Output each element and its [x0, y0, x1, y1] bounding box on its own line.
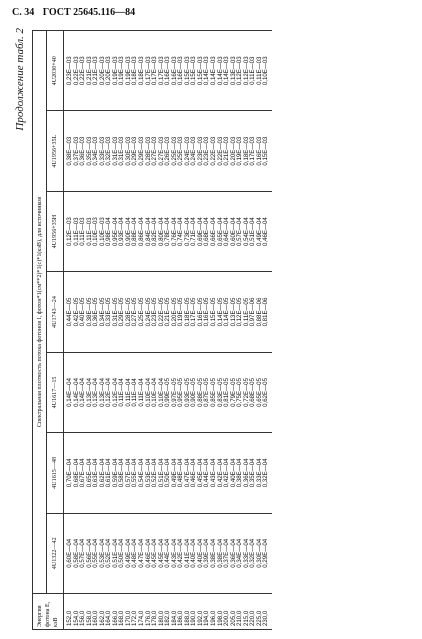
table-cell-value: 0,53E—04 — [98, 538, 106, 568]
source-header: 4U2030+40 — [47, 31, 64, 111]
table-cell-value: 0,11E—04 — [131, 378, 139, 407]
table-cell-value: 0,66E—04 — [210, 217, 218, 246]
table-cell-value: 0,11E—03 — [249, 56, 257, 85]
table-cell-value: 0,15E—03 — [190, 56, 198, 86]
table-cell-value: 0,11E—03 — [72, 217, 80, 246]
table-cell-value: 0,57E—04 — [236, 217, 244, 246]
energy-value: 225,0 — [255, 610, 263, 626]
energy-value: 220,0 — [249, 610, 257, 626]
energy-value: 162,0 — [98, 610, 106, 626]
table-cell-value: 0,11E—03 — [79, 217, 87, 246]
table-cell-value: 0,20E—03 — [98, 56, 106, 86]
spectral-density-table — [32, 30, 272, 630]
energy-value: 166,0 — [111, 610, 119, 626]
table-cell-value: 0,64E—04 — [223, 217, 231, 246]
table-cell-value: 0,30E—04 — [255, 538, 263, 568]
energy-value: 186,0 — [177, 610, 185, 626]
table-cell-value: 0,29E—03 — [131, 136, 139, 166]
table-cell-value: 0,51E—04 — [111, 538, 119, 568]
table-cell-value: 0,79E—05 — [229, 378, 237, 407]
table-cell-value: 0,17E—03 — [249, 136, 257, 166]
table-cell-value: 0,13E—04 — [98, 378, 106, 407]
table-cell-value: 0,19E—05 — [177, 297, 185, 327]
table-cell-value: 0,45E—04 — [196, 458, 204, 488]
table-cell-value: 0,45E—04 — [157, 538, 165, 568]
table-cell-value: 0,62E—05 — [262, 378, 270, 407]
table-cell-value: 0,22E—03 — [79, 56, 87, 86]
table-cell-value: 0,34E—03 — [92, 136, 100, 166]
table-cell-value: 0,19E—03 — [236, 136, 244, 166]
energy-value: 174,0 — [138, 610, 146, 626]
table-cell-value: 0,55E—04 — [92, 538, 100, 568]
table-cell-value: 0,72E—05 — [242, 378, 250, 407]
table-cell-value: 0,22E—05 — [157, 297, 165, 327]
table-cell-value: 0,19E—03 — [111, 56, 119, 86]
table-cell-value: 0,40E—04 — [190, 538, 198, 568]
table-cell-value: 0,31E—03 — [111, 136, 119, 166]
table-cell-value: 0,42E—04 — [177, 538, 185, 568]
table-cell-value: 0,34E—04 — [236, 538, 244, 568]
values-column — [64, 111, 272, 191]
table-cell-value: 0,10E—04 — [144, 378, 152, 407]
page-number: С. 34 — [12, 7, 35, 18]
standard-code: ГОСТ 25645.116—84 — [42, 7, 136, 18]
table-cell-value: 0,21E—03 — [85, 56, 93, 86]
table-cell-value: 0,62E—04 — [98, 458, 106, 488]
table-cell-value: 0,14E—04 — [66, 378, 73, 407]
table-cell-value: 0,36E—04 — [229, 538, 237, 568]
table-cell-value: 0,88E—06 — [255, 297, 263, 327]
table-cell-value: 0,57E—04 — [124, 458, 132, 488]
table-cell-value: 0,65E—04 — [85, 458, 93, 488]
table-cell-value: 0,93E—04 — [118, 217, 126, 246]
table-cell-value: 0,54E—04 — [242, 217, 250, 246]
table-cell-value: 0,23E—03 — [196, 136, 204, 166]
table-cell-value: 0,58E—04 — [118, 458, 126, 488]
table-cell-value: 0,14E—03 — [210, 56, 218, 86]
table-cell-value: 0,50E—04 — [164, 458, 172, 488]
table-cell-value: 0,52E—04 — [105, 538, 113, 568]
table-cell-value: 0,29E—05 — [118, 297, 126, 327]
table-cell-value: 0,51E—04 — [249, 217, 257, 246]
energy-value: 200,0 — [223, 610, 231, 626]
table-cell-value: 0,37E—03 — [72, 136, 80, 166]
energy-value: 160,0 — [92, 610, 100, 626]
table-cell-value: 0,32E—04 — [249, 538, 257, 568]
energy-value: 194,0 — [203, 610, 211, 626]
table-cell-value: 0,21E—03 — [223, 136, 231, 166]
table-cell-value: 0,13E—03 — [229, 56, 237, 86]
energy-value: 196,0 — [210, 610, 218, 626]
table-cell-value: 0,16E—03 — [170, 56, 178, 86]
table-cell-value: 0,33E—03 — [98, 136, 106, 166]
table-cell-value: 0,23E—03 — [66, 56, 73, 86]
table-cell-value: 0,32E—03 — [105, 136, 113, 166]
table-cell-value: 0,27E—03 — [157, 136, 165, 166]
table-cell-value: 0,23E—05 — [151, 297, 159, 327]
table-cell-value: 0,73E—04 — [183, 217, 191, 246]
energy-value: 230,0 — [262, 610, 270, 626]
table-cell-value: 0,39E—04 — [203, 538, 211, 568]
table-cell-value: 0,11E—04 — [124, 378, 132, 407]
energy-value: 172,0 — [131, 610, 139, 626]
continuation-label: Продолжение табл. 2 — [14, 28, 26, 131]
table-cell-value: 0,42E—05 — [72, 297, 80, 327]
table-cell-value: 0,12E—05 — [236, 297, 244, 327]
values-column — [64, 31, 272, 111]
page-header — [12, 7, 141, 18]
table-cell-value: 0,36E—05 — [92, 297, 100, 327]
table-cell-value: 0,38E—04 — [236, 458, 244, 488]
table-cell-value: 0,60E—04 — [229, 217, 237, 246]
table-cell-value: 0,49E—04 — [124, 538, 132, 568]
energy-value: 192,0 — [196, 610, 204, 626]
table-cell-value: 0,16E—05 — [196, 297, 204, 327]
energy-value: 205,0 — [229, 610, 237, 626]
energy-value: 190,0 — [190, 610, 198, 626]
table-cell-value: 0,58E—04 — [72, 538, 80, 568]
table-cell-value: 0,14E—05 — [216, 297, 224, 327]
table-cell-value: 0,24E—05 — [144, 297, 152, 327]
table-cell-value: 0,38E—04 — [216, 538, 224, 568]
table-cell-value: 0,21E—03 — [92, 56, 100, 86]
table-cell-value: 0,53E—04 — [144, 458, 152, 488]
table-cell-value: 0,49E—04 — [170, 458, 178, 488]
table-cell-value: 0,76E—04 — [170, 217, 178, 246]
table-cell-value: 0,32E—04 — [262, 458, 270, 488]
table-cell-value: 0,21E—05 — [164, 297, 172, 327]
table-cell-value: 0,31E—05 — [111, 297, 119, 327]
table-cell-value: 0,40E—04 — [229, 458, 237, 488]
table-cell-value: 0,10E—03 — [92, 217, 100, 246]
energy-column — [64, 594, 272, 630]
energy-value: 158,0 — [85, 610, 93, 626]
table-cell-value: 0,25E—03 — [177, 136, 185, 166]
source-header: 4U1743—24 — [47, 272, 64, 352]
table-cell-value: 0,11E—04 — [118, 378, 126, 407]
table-cell-value: 0,11E—05 — [242, 297, 250, 327]
table-cell-value: 0,42E—04 — [216, 458, 224, 488]
table-cell-value: 0,54E—04 — [138, 458, 146, 488]
table-cell-value: 0,15E—05 — [210, 297, 218, 327]
table-cell-value: 0,24E—03 — [190, 136, 198, 166]
table-cell-value: 0,88E—04 — [131, 217, 139, 246]
table-cell-value: 0,46E—04 — [262, 217, 270, 246]
table-cell-value: 0,52E—04 — [151, 458, 159, 488]
table-cell-value: 0,65E—04 — [216, 217, 224, 246]
table-cell-value: 0,19E—03 — [118, 56, 126, 86]
table-cell-value: 0,12E—03 — [66, 217, 73, 246]
table-cell-value: 0,90E—04 — [124, 217, 132, 246]
table-cell-value: 0,14E—05 — [223, 297, 231, 327]
table-cell-value: 0,81E—05 — [223, 378, 231, 407]
table-cell-value: 0,61E—04 — [105, 458, 113, 488]
energy-value: 176,0 — [144, 610, 152, 626]
energy-value: 168,0 — [118, 610, 126, 626]
table-body-row — [64, 31, 272, 630]
table-cell-value: 0,34E—05 — [98, 297, 106, 327]
energy-value: 188,0 — [183, 610, 191, 626]
energy-value: 156,0 — [79, 610, 87, 626]
table-cell-value: 0,44E—04 — [164, 538, 172, 568]
table-cell-value: 0,23E—03 — [203, 136, 211, 166]
table-cell-value: 0,10E—04 — [157, 378, 165, 407]
table-cell-value: 0,82E—04 — [151, 217, 159, 246]
table-cell-value: 0,85E—05 — [210, 378, 218, 407]
table-cell-value: 0,18E—03 — [131, 56, 139, 86]
table-cell-value: 0,10E—04 — [151, 378, 159, 407]
table-cell-value: 0,33E—04 — [255, 458, 263, 488]
table-cell-value: 0,68E—04 — [203, 217, 211, 246]
table-cell-value: 0,14E—03 — [216, 56, 224, 86]
table-cell-value: 0,17E—05 — [190, 297, 198, 327]
group-header: Спектральная плотность потока фотонов I, фотон*1(см**2)*1(с)*1(кэВ), для источников — [33, 31, 47, 594]
table-cell-value: 0,10E—03 — [98, 217, 106, 246]
table-cell-value: 0,38E—03 — [66, 136, 73, 166]
energy-value: 178,0 — [151, 610, 159, 626]
table-cell-value: 0,35E—04 — [249, 458, 257, 488]
table-cell-value: 0,14E—04 — [72, 378, 80, 407]
table-cell-value: 0,28E—03 — [144, 136, 152, 166]
table-cell-value: 0,12E—03 — [242, 56, 250, 86]
table-cell-value: 0,65E—05 — [255, 378, 263, 407]
table-cell-value: 0,95E—05 — [177, 378, 185, 407]
table-cell-value: 0,26E—03 — [164, 136, 172, 166]
energy-value: 180,0 — [157, 610, 165, 626]
energy-value: 210,0 — [236, 610, 244, 626]
energy-value: 215,0 — [242, 610, 250, 626]
table-cell-value: 0,80E—04 — [157, 217, 165, 246]
table-cell-value: 0,55E—04 — [131, 458, 139, 488]
table-cell-value: 0,14E—04 — [79, 378, 87, 407]
table-cell-value: 0,51E—04 — [157, 458, 165, 488]
table-cell-value: 0,25E—03 — [170, 136, 178, 166]
table-cell-value: 0,28E—05 — [124, 297, 132, 327]
table-cell-value: 0,43E—04 — [210, 458, 218, 488]
table-cell-value: 0,13E—04 — [85, 378, 93, 407]
table-cell-value: 0,14E—03 — [223, 56, 231, 86]
table-cell-value: 0,11E—04 — [138, 378, 146, 407]
table-cell-value: 0,12E—04 — [105, 378, 113, 407]
table-cell-value: 0,67E—04 — [79, 458, 87, 488]
table-cell-value: 0,12E—03 — [236, 56, 244, 86]
table-cell-value: 0,15E—03 — [183, 56, 191, 86]
table-cell-value: 0,95E—04 — [111, 217, 119, 246]
table-cell-value: 0,45E—04 — [151, 538, 159, 568]
table-cell-value: 0,10E—03 — [262, 56, 270, 86]
table-cell-value: 0,99E—05 — [164, 378, 172, 407]
values-column — [64, 433, 272, 513]
table-cell-value: 0,18E—03 — [138, 56, 146, 86]
table-cell-value: 0,87E—05 — [203, 378, 211, 407]
table-cell-value: 0,59E—04 — [111, 458, 119, 488]
table-cell-value: 0,93E—05 — [183, 378, 191, 407]
source-header: 4U1615—48 — [47, 433, 64, 513]
table-cell-value: 0,97E—05 — [170, 378, 178, 407]
table-cell-value: 0,22E—03 — [210, 136, 218, 166]
table-cell-value: 0,27E—05 — [131, 297, 139, 327]
table-cell-value: 0,49E—04 — [255, 217, 263, 246]
table-cell-value: 0,75E—05 — [236, 378, 244, 407]
table-cell-value: 0,81E—06 — [262, 297, 270, 327]
table-cell-value: 0,29E—04 — [262, 538, 270, 568]
table-cell-value: 0,16E—05 — [203, 297, 211, 327]
table-cell-value: 0,40E—04 — [196, 538, 204, 568]
table-cell-value: 0,88E—05 — [196, 378, 204, 407]
table-cell-value: 0,41E—04 — [183, 538, 191, 568]
table-cell-value: 0,69E—04 — [196, 217, 204, 246]
energy-column-header: Энергия фотона E, кэВ — [33, 594, 64, 630]
table-cell-value: 0,44E—04 — [203, 458, 211, 488]
table-cell-value: 0,17E—03 — [151, 56, 159, 86]
table-cell-value: 0,17E—03 — [157, 56, 165, 86]
table-cell-value: 0,48E—04 — [177, 458, 185, 488]
table-cell-value: 0,11E—03 — [85, 217, 93, 246]
table-cell-value: 0,50E—04 — [118, 538, 126, 568]
table-cell-value: 0,33E—04 — [242, 538, 250, 568]
table-cell-value: 0,36E—04 — [242, 458, 250, 488]
values-column — [64, 272, 272, 352]
values-column — [64, 513, 272, 593]
table-cell-value: 0,90E—05 — [190, 378, 198, 407]
table-cell-value: 0,42E—04 — [223, 458, 231, 488]
table-cell-value: 0,74E—04 — [177, 217, 185, 246]
table-cell-value: 0,18E—05 — [183, 297, 191, 327]
table-cell-value: 0,63E—04 — [92, 458, 100, 488]
table-cell-value: 0,38E—05 — [85, 297, 93, 327]
source-header: 4U1956+35L — [47, 111, 64, 191]
source-header: 4U1956+35H — [47, 191, 64, 271]
energy-value: 198,0 — [216, 610, 224, 626]
table-cell-value: 0,11E—03 — [255, 56, 263, 85]
table-cell-value: 0,29E—03 — [138, 136, 146, 166]
table-cell-value: 0,27E—03 — [151, 136, 159, 166]
table-cell-value: 0,16E—03 — [255, 136, 263, 166]
table-cell-value: 0,15E—03 — [196, 56, 204, 86]
table-cell-value: 0,12E—04 — [111, 378, 119, 407]
source-header: 4U1617—15 — [47, 352, 64, 432]
table-cell-value: 0,22E—03 — [216, 136, 224, 166]
table-cell-value: 0,22E—03 — [72, 56, 80, 86]
table-cell-value: 0,15E—03 — [262, 136, 270, 166]
table-cell-value: 0,44E—05 — [66, 297, 73, 327]
table-cell-value: 0,17E—03 — [144, 56, 152, 86]
table-cell-value: 0,78E—04 — [164, 217, 172, 246]
table-cell-value: 0,86E—04 — [138, 217, 146, 246]
source-header: 4U1322—42 — [47, 513, 64, 593]
energy-value: 184,0 — [170, 610, 178, 626]
rotated-table-area — [14, 26, 409, 630]
table-cell-value: 0,47E—04 — [138, 538, 146, 568]
table-cell-value: 0,56E—04 — [85, 538, 93, 568]
table-cell-value: 0,71E—04 — [190, 217, 198, 246]
table-cell-value: 0,40E—05 — [79, 297, 87, 327]
table-cell-value: 0,43E—04 — [170, 538, 178, 568]
table-cell-value: 0,20E—05 — [170, 297, 178, 327]
energy-value: 152,0 — [66, 610, 73, 626]
table-cell-value: 0,16E—03 — [164, 56, 172, 86]
table-cell-value: 0,38E—04 — [210, 538, 218, 568]
table-cell-value: 0,16E—03 — [177, 56, 185, 86]
table-cell-value: 0,20E—03 — [105, 56, 113, 86]
table-cell-value: 0,68E—05 — [249, 378, 257, 407]
table-cell-value: 0,19E—03 — [124, 56, 132, 86]
energy-value: 170,0 — [124, 610, 132, 626]
table-cell-value: 0,31E—03 — [118, 136, 126, 166]
values-column — [64, 191, 272, 271]
table-cell-value: 0,20E—03 — [229, 136, 237, 166]
table-cell-value: 0,14E—03 — [203, 56, 211, 86]
table-cell-value: 0,46E—04 — [190, 458, 198, 488]
table-cell-value: 0,46E—04 — [144, 538, 152, 568]
table-cell-value: 0,60E—04 — [66, 538, 73, 568]
table-cell-value: 0,35E—03 — [85, 136, 93, 166]
energy-value: 164,0 — [105, 610, 113, 626]
table-cell-value: 0,68E—04 — [72, 458, 80, 488]
table-cell-value: 0,83E—05 — [216, 378, 224, 407]
table-cell-value: 0,36E—03 — [79, 136, 87, 166]
table-cell-value: 0,37E—04 — [223, 538, 231, 568]
table-cell-value: 0,48E—04 — [131, 538, 139, 568]
table-cell-value: 0,30E—03 — [124, 136, 132, 166]
table-cell-value: 0,25E—05 — [138, 297, 146, 327]
table-cell-value: 0,33E—05 — [105, 297, 113, 327]
values-column — [64, 352, 272, 432]
table-cell-value: 0,84E—04 — [144, 217, 152, 246]
table-cell-value: 0,18E—03 — [242, 136, 250, 166]
table-cell-value: 0,57E—04 — [79, 538, 87, 568]
table-cell-value: 0,70E—04 — [66, 458, 73, 488]
table-cell-value: 0,24E—03 — [183, 136, 191, 166]
table-cell-value: 0,47E—04 — [183, 458, 191, 488]
table-cell-value: 0,97E—06 — [249, 297, 257, 327]
energy-value: 154,0 — [72, 610, 80, 626]
table-cell-value: 0,13E—04 — [92, 378, 100, 407]
table-cell-value: 0,13E—05 — [229, 297, 237, 327]
table-cell-value: 0,98E—04 — [105, 217, 113, 246]
energy-value: 182,0 — [164, 610, 172, 626]
